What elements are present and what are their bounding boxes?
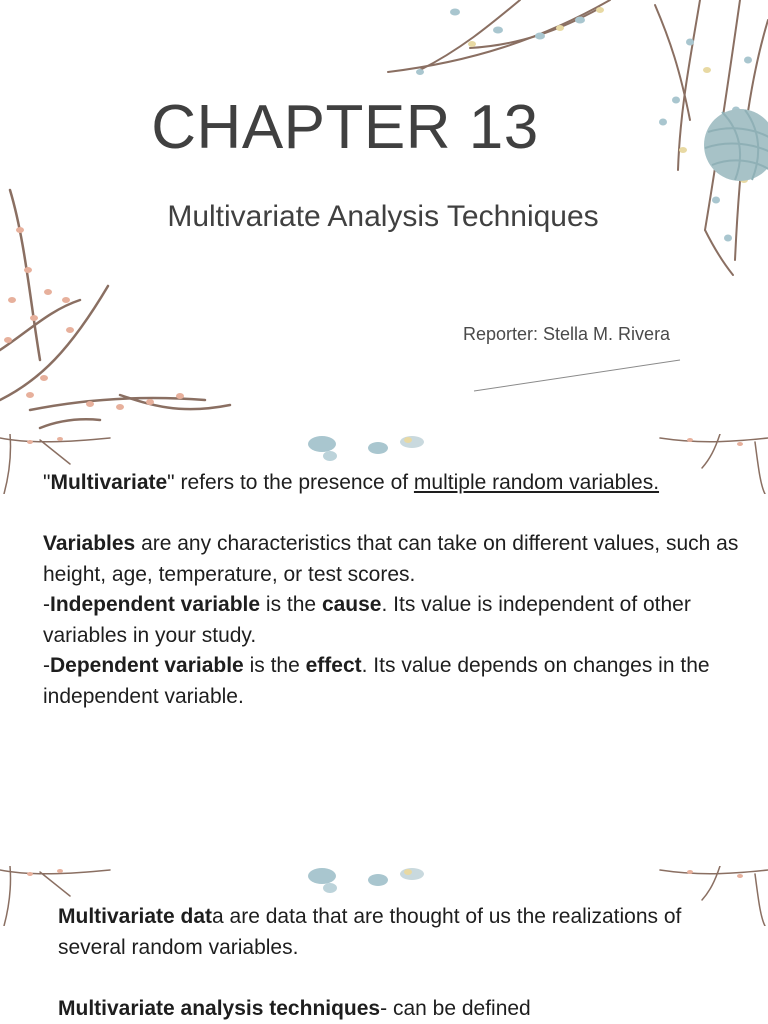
term-analysis-techniques: Multivariate analysis techniques xyxy=(58,996,381,1020)
chapter-subtitle: Multivariate Analysis Techniques xyxy=(167,200,599,233)
variables-definition xyxy=(43,529,753,590)
quote-mark: " xyxy=(43,471,51,494)
definition-text: is the xyxy=(260,593,322,616)
definitions-slide xyxy=(0,434,768,864)
dependent-variable-definition xyxy=(43,651,753,712)
bud-cluster-icon xyxy=(308,868,424,893)
reporter-name: Reporter: Stella M. Rivera xyxy=(463,324,671,344)
multivariate-definition xyxy=(43,468,753,499)
term-multivariate: Multivariate xyxy=(50,471,168,494)
yarn-ball-icon xyxy=(704,109,768,181)
term-dependent-variable: Dependent variable xyxy=(50,654,244,677)
analysis-techniques-definition xyxy=(58,994,738,1024)
definition-text: is the xyxy=(243,654,306,677)
bud-cluster-icon xyxy=(308,436,424,461)
independent-variable-definition xyxy=(43,590,753,651)
term-independent-variable: Independent variable xyxy=(50,593,261,616)
multivariate-data-slide xyxy=(0,866,768,1024)
underlined-phrase: multiple random variables. xyxy=(413,471,660,494)
definition-text: are any characteristics that can take on different values, such as height, age, temperature, or test scores. xyxy=(43,532,739,586)
definition-text: - can be defined xyxy=(380,996,531,1020)
multivariate-data-definition xyxy=(58,902,738,963)
term-multivariate-data: Multivariate dat xyxy=(58,905,213,928)
definition-text: . Its value depends on changes in the independent variable. xyxy=(43,654,710,708)
dash: - xyxy=(43,593,50,616)
definitions-text xyxy=(43,468,753,712)
title-slide xyxy=(0,0,768,432)
dash: - xyxy=(43,654,50,677)
multivariate-data-text xyxy=(58,902,738,1024)
definition-text: . Its value is independent of other variables in your study. xyxy=(43,593,691,647)
term-effect: effect xyxy=(305,654,362,677)
term-cause: cause xyxy=(321,593,382,616)
chapter-title: CHAPTER 13 xyxy=(151,93,539,162)
definition-text: " refers to the presence of xyxy=(167,471,414,494)
term-variables: Variables xyxy=(43,532,136,555)
definition-text: a are data that are thought of us the realizations of several random variables. xyxy=(58,905,682,959)
